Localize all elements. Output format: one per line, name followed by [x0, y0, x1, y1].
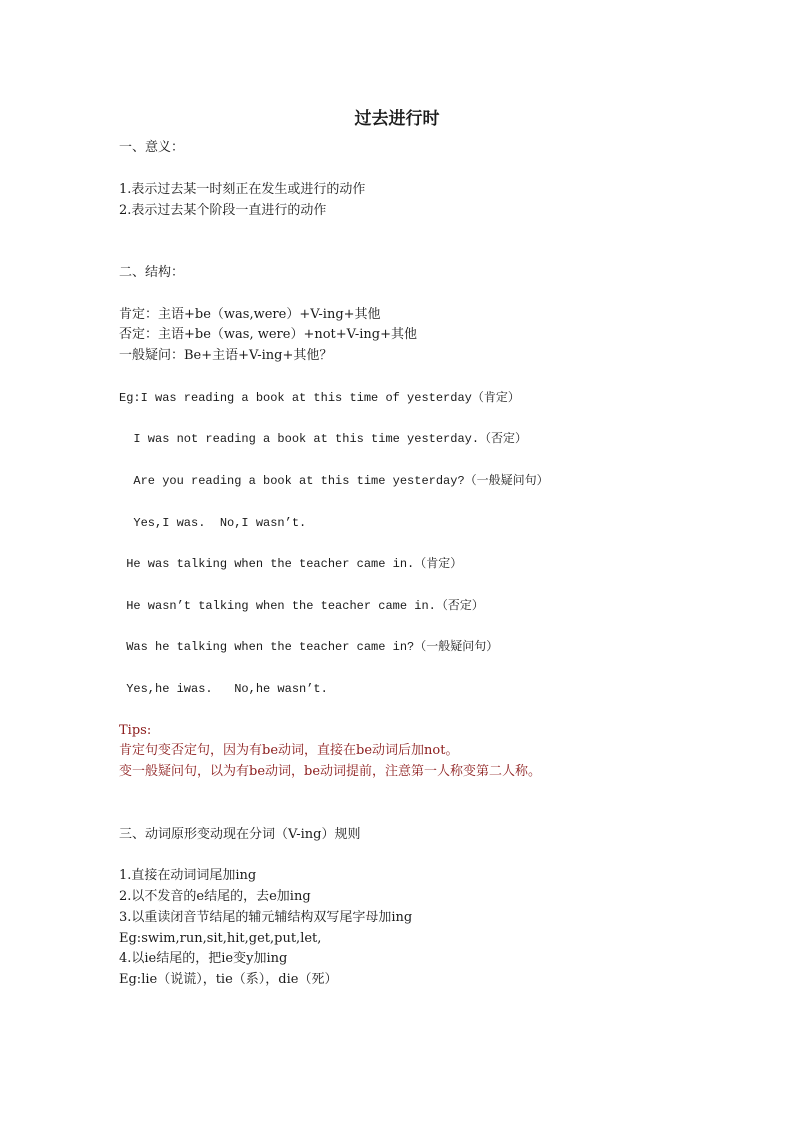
- rule-line: 2.以不发音的e结尾的，去e加ing: [119, 889, 311, 904]
- example-line: I was not reading a book at this time yesterday.（否定）: [119, 432, 528, 446]
- page-title: 过去进行时: [354, 109, 440, 129]
- meaning-item-2: 2.表示过去某个阶段一直进行的动作: [119, 203, 327, 218]
- example-line: Are you reading a book at this time yesterday?（一般疑问句）: [119, 474, 549, 488]
- section-2-heading: 二、结构：: [119, 265, 185, 280]
- structure-affirmative: 肯定：主语+be（was,were）+V-ing+其他: [119, 307, 381, 322]
- rule-line: 3.以重读闭音节结尾的辅元辅结构双写尾字母加ing: [119, 910, 413, 925]
- example-line: He was talking when the teacher came in.（肯定）: [119, 557, 463, 571]
- rule-line: 4.以ie结尾的，把ie变y加ing: [119, 951, 288, 966]
- tips-label: Tips:: [119, 723, 152, 738]
- rule-example: Eg:swim,run,sit,hit,get,put,let,: [119, 931, 322, 946]
- example-line: Yes,I was. No,I wasn’t.: [119, 516, 307, 530]
- example-line: Eg:I was reading a book at this time of yesterday（肯定）: [119, 391, 520, 405]
- meaning-item-1: 1.表示过去某一时刻正在发生或进行的动作: [119, 182, 366, 197]
- example-line: He wasn’t talking when the teacher came in.（否定）: [119, 599, 484, 613]
- rule-example: Eg:lie（说谎），tie（系），die（死）: [119, 972, 338, 987]
- tip-line: 肯定句变否定句，因为有be动词，直接在be动词后加not。: [119, 743, 459, 758]
- structure-question: 一般疑问：Be+主语+V-ing+其他？: [119, 348, 333, 363]
- rule-line: 1.直接在动词词尾加ing: [119, 868, 257, 883]
- section-3-heading: 三、动词原形变动现在分词（V-ing）规则: [119, 827, 361, 842]
- structure-negative: 否定：主语+be（was, were）+not+V-ing+其他: [119, 327, 417, 342]
- tip-line: 变一般疑问句，以为有be动词，be动词提前，注意第一人称变第二人称。: [119, 764, 542, 779]
- example-line: Was he talking when the teacher came in?（一般疑问句）: [119, 640, 499, 654]
- section-1-heading: 一、意义：: [119, 140, 185, 155]
- example-line: Yes,he iwas. No,he wasn’t.: [119, 682, 328, 696]
